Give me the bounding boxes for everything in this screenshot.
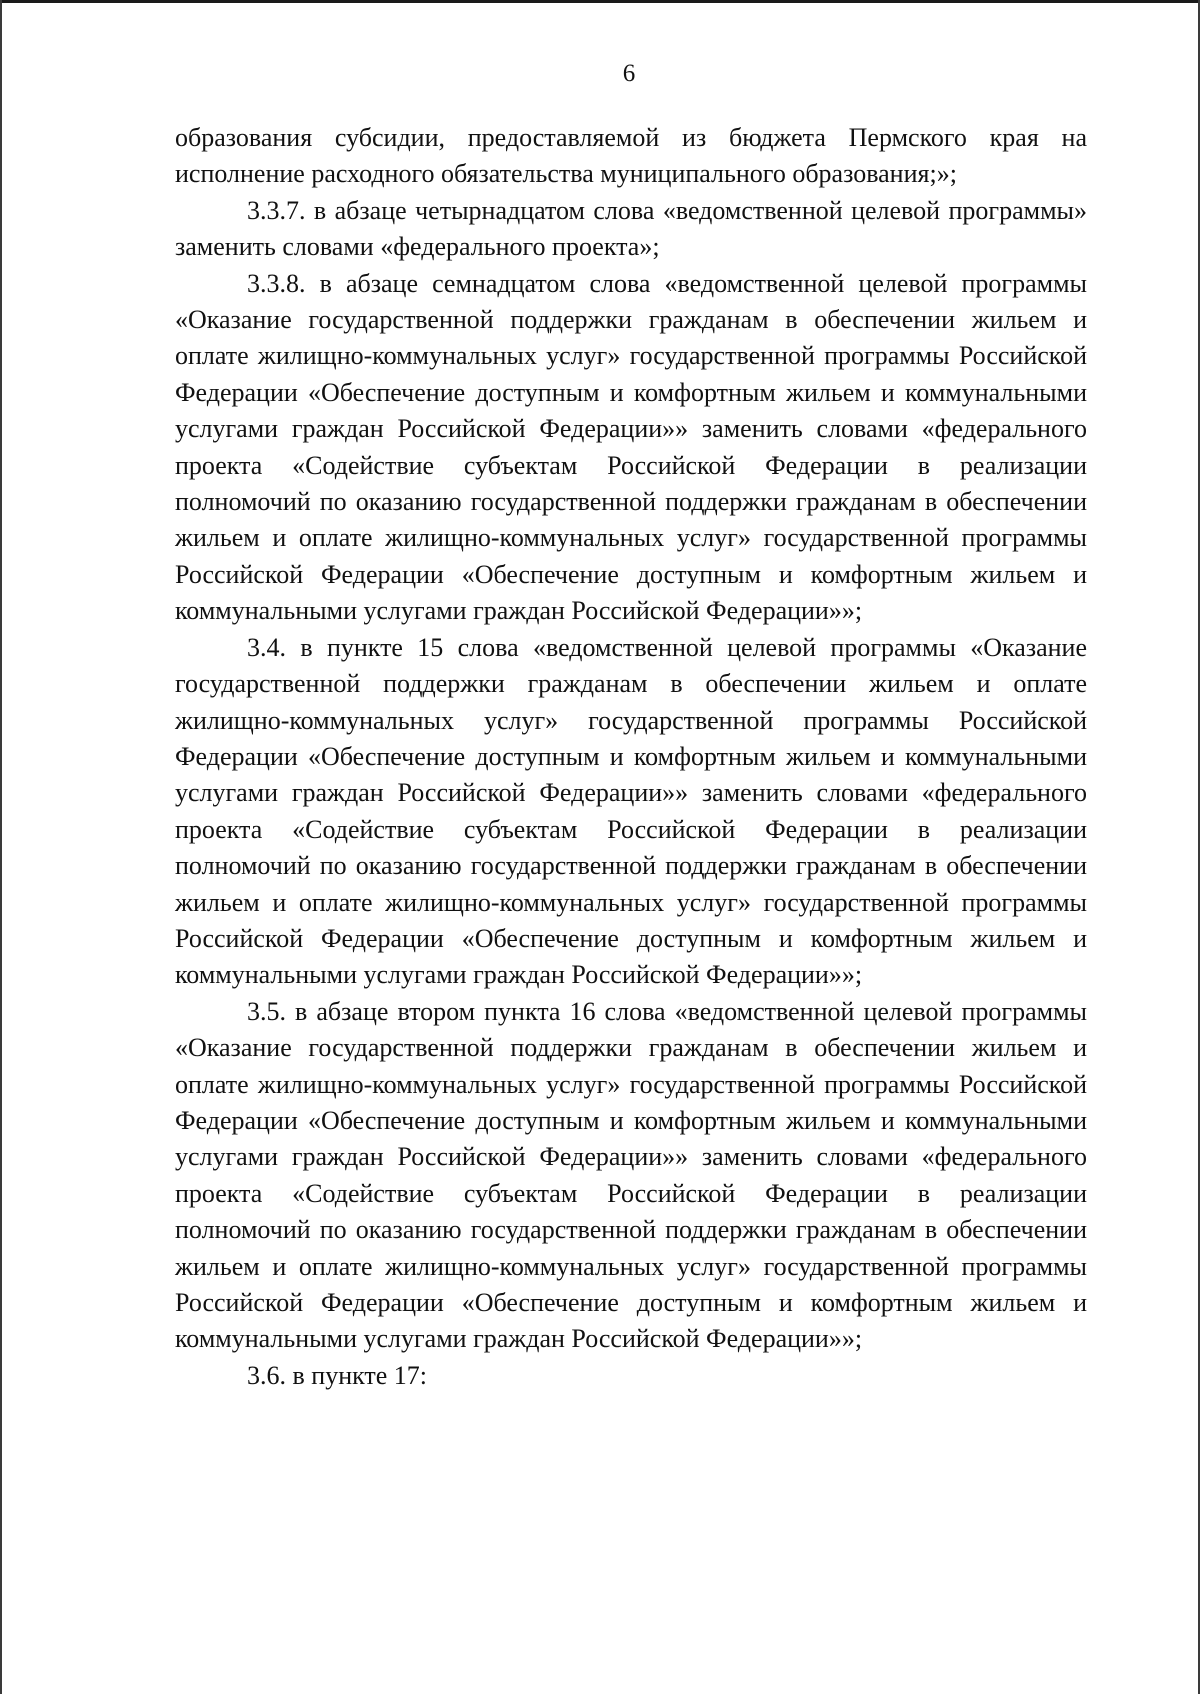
scan-border-left bbox=[0, 0, 2, 1694]
page-number: 6 bbox=[622, 60, 636, 87]
paragraph-3-6: 3.6. в пункте 17: bbox=[247, 1360, 428, 1390]
document-body bbox=[175, 120, 1087, 1394]
paragraph-3-3-8: 3.3.8. в абзаце семнадцатом слова «ведомственной целевой программы «Оказание государственной поддержки гражданам в обеспечении жильем и оплате жилищно-коммунальных услуг» государственной программы Российской Федерации «Обеспечение доступным и комфортным жильем и коммунальными услугами граждан Российской Федерации»» заменить словами «федерального проекта «Содействие субъектам Российской Федерации в реализации полномочий по оказанию государственной поддержки гражданам в обеспечении жильем и оплате жилищно-коммунальных услуг» государственной программы Российской Федерации «Обеспечение доступным и комфортным жильем и коммунальными услугами граждан Российской Федерации»»; bbox=[175, 268, 1087, 626]
paragraph-3-5: 3.5. в абзаце втором пункта 16 слова «ведомственной целевой программы «Оказание государственной поддержки гражданам в обеспечении жильем и оплате жилищно-коммунальных услуг» государственной программы Российской Федерации «Обеспечение доступным и комфортным жильем и коммунальными услугами граждан Российской Федерации»» заменить словами «федерального проекта «Содействие субъектам Российской Федерации в реализации полномочий по оказанию государственной поддержки гражданам в обеспечении жильем и оплате жилищно-коммунальных услуг» государственной программы Российской Федерации «Обеспечение доступным и комфортным жильем и коммунальными услугами граждан Российской Федерации»»; bbox=[175, 996, 1087, 1354]
scan-border-top bbox=[0, 0, 1200, 3]
paragraph-continuation: образования субсидии, предоставляемой из бюджета Пермского края на исполнение расходного обязательства муниципального образования;»; bbox=[175, 123, 1087, 189]
paragraph-3-4: 3.4. в пункте 15 слова «ведомственной целевой программы «Оказание государственной поддержки гражданам в обеспечении жильем и оплате жилищно-коммунальных услуг» государственной программы Российской Федерации «Обеспечение доступным и комфортным жильем и коммунальными услугами граждан Российской Федерации»» заменить словами «федерального проекта «Содействие субъектам Российской Федерации в реализации полномочий по оказанию государственной поддержки гражданам в обеспечении жильем и оплате жилищно-коммунальных услуг» государственной программы Российской Федерации «Обеспечение доступным и комфортным жильем и коммунальными услугами граждан Российской Федерации»»; bbox=[175, 632, 1087, 990]
paragraph-3-3-7: 3.3.7. в абзаце четырнадцатом слова «ведомственной целевой программы» заменить словами «федерального проекта»; bbox=[175, 195, 1087, 262]
